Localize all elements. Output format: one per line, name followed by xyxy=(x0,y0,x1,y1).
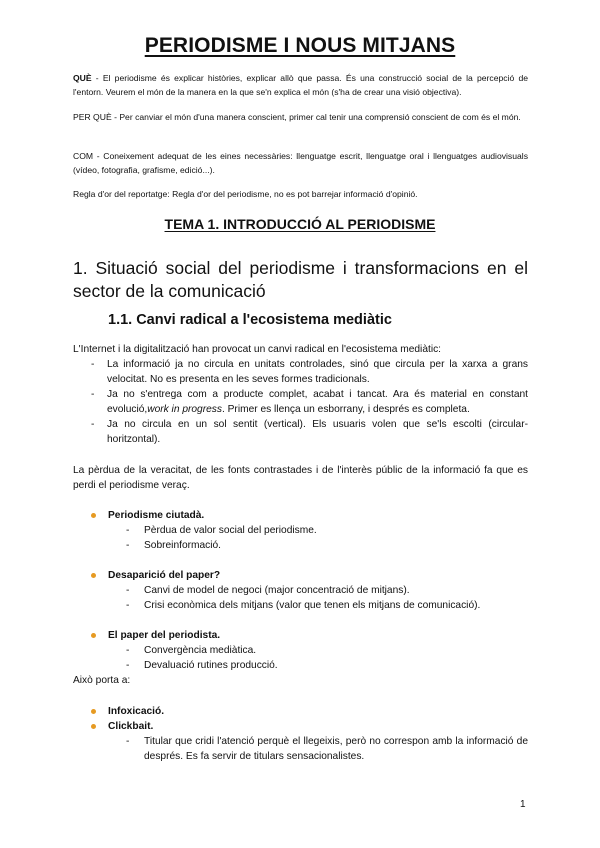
intro-que xyxy=(73,72,528,99)
bullet-dot-icon xyxy=(91,709,96,714)
intro-perque xyxy=(73,111,528,125)
page-number: 1 xyxy=(520,799,526,810)
section-1-1-heading: 1.1. Canvi radical a l'ecosistema mediàtic xyxy=(108,312,392,328)
bullet-paper-periodista xyxy=(108,629,220,644)
paragraph-porta: Això porta a: xyxy=(73,675,131,686)
sub-item-text: Titular que cridi l'atenció perquè el llegeixis, però no correspon amb la informació de després. Es fa servir de titulars sensacionalistes. xyxy=(144,736,528,762)
dash-item-1 xyxy=(91,358,528,387)
sub-item xyxy=(126,644,528,659)
paragraph-internet: L'Internet i la digitalització han provocat un canvi radical en l'ecosistema mediàtic: xyxy=(73,344,442,355)
dash-marker: - xyxy=(126,585,130,596)
dash-marker: - xyxy=(126,736,130,747)
bullet-dot-icon xyxy=(91,633,96,638)
sub-item-text: Crisi econòmica dels mitjans (valor que tenen els mitjans de comunicació). xyxy=(144,600,481,611)
tema-heading: TEMA 1. INTRODUCCIÓ AL PERIODISME xyxy=(164,216,436,232)
bullet-infoxicacio xyxy=(108,705,164,720)
bullet-clickbait xyxy=(108,720,153,735)
sub-item xyxy=(126,659,528,674)
bullet-title: El paper del periodista. xyxy=(108,630,221,641)
dash-marker: - xyxy=(126,525,130,536)
dash-marker: - xyxy=(126,645,130,656)
dash-item-text-end: . Primer es llença un esborrany, i després es completa. xyxy=(221,403,470,415)
dash-marker: - xyxy=(91,359,95,370)
dash-item-emphasis: work in progress xyxy=(147,403,222,415)
dash-marker: - xyxy=(91,389,95,400)
perque-label: PER QUÈ xyxy=(73,112,112,122)
sub-item-text: Devaluació rutines producció. xyxy=(144,660,278,671)
bullet-dot-icon xyxy=(91,724,96,729)
paragraph-veracitat: La pèrdua de la veracitat, de les fonts contrastades i de l'interès públic de la informació fa que es perdi el periodisme veraç. xyxy=(73,465,528,491)
dash-item-text: Ja no circula en un sol sentit (vertical). Els usuaris volen que se'ls escolti (circular-horitzontal). xyxy=(107,419,528,445)
bullet-periodisme-ciutada xyxy=(108,509,204,524)
section-1-heading: 1. Situació social del periodisme i transformacions en el sector de la comunicació xyxy=(73,258,528,301)
dash-item-3 xyxy=(91,418,528,447)
bullet-dot-icon xyxy=(91,513,96,518)
sub-item xyxy=(126,524,528,539)
document-title: PERIODISME I NOUS MITJANS xyxy=(144,34,456,57)
dash-marker: - xyxy=(126,600,130,611)
sub-item xyxy=(126,584,528,599)
intro-com xyxy=(73,150,528,177)
bullet-title: Clickbait. xyxy=(108,721,154,732)
sub-item-text: Pèrdua de valor social del periodisme. xyxy=(144,525,317,536)
dash-marker: - xyxy=(91,419,95,430)
bullet-title: Infoxicació. xyxy=(108,706,165,717)
sub-item-text: Convergència mediàtica. xyxy=(144,645,257,656)
com-text: - Coneixement adequat de les eines necessàries: llenguatge escrit, llenguatge oral i llenguatges audiovisuals (vídeo, fotografia, grafisme, edició...). xyxy=(73,151,528,175)
sub-item-clickbait xyxy=(126,735,528,764)
dash-marker: - xyxy=(126,660,130,671)
dash-item-2 xyxy=(91,388,528,417)
bullet-dot-icon xyxy=(91,573,96,578)
que-text: - El periodisme és explicar històries, explicar allò que passa. És una construcció social de la percepció de l'entorn. Veurem el món de la manera en la que se'n explica el món (s'ha de crear una visió objectiva). xyxy=(73,73,528,97)
sub-item xyxy=(126,539,528,554)
bullet-desaparicio-paper xyxy=(108,569,220,584)
perque-text: - Per canviar el món d'una manera conscient, primer cal tenir una comprensió conscient de com és el món. xyxy=(111,112,521,122)
com-label: COM xyxy=(73,151,94,161)
dash-item-text: La informació ja no circula en unitats controlades, sinó que circula per la xarxa a grans velocitat. No es presenta en les seves formes tradicionals. xyxy=(107,359,528,385)
que-label: QUÈ xyxy=(73,73,92,83)
sub-item-text: Canvi de model de negoci (major concentració de mitjans). xyxy=(144,585,410,596)
bullet-title: Desaparició del paper? xyxy=(108,570,221,581)
bullet-title: Periodisme ciutadà. xyxy=(108,510,205,521)
sub-item-text: Sobreinformació. xyxy=(144,540,222,551)
intro-regla: Regla d'or del reportatge: Regla d'or del periodisme, no es pot barrejar informació d'opinió. xyxy=(73,189,418,199)
dash-marker: - xyxy=(126,540,130,551)
dash-item-text: Ja no s'entrega com a producte complet, acabat i tancat. Ara és material en constant evolució, xyxy=(107,389,528,415)
sub-item xyxy=(126,599,528,614)
